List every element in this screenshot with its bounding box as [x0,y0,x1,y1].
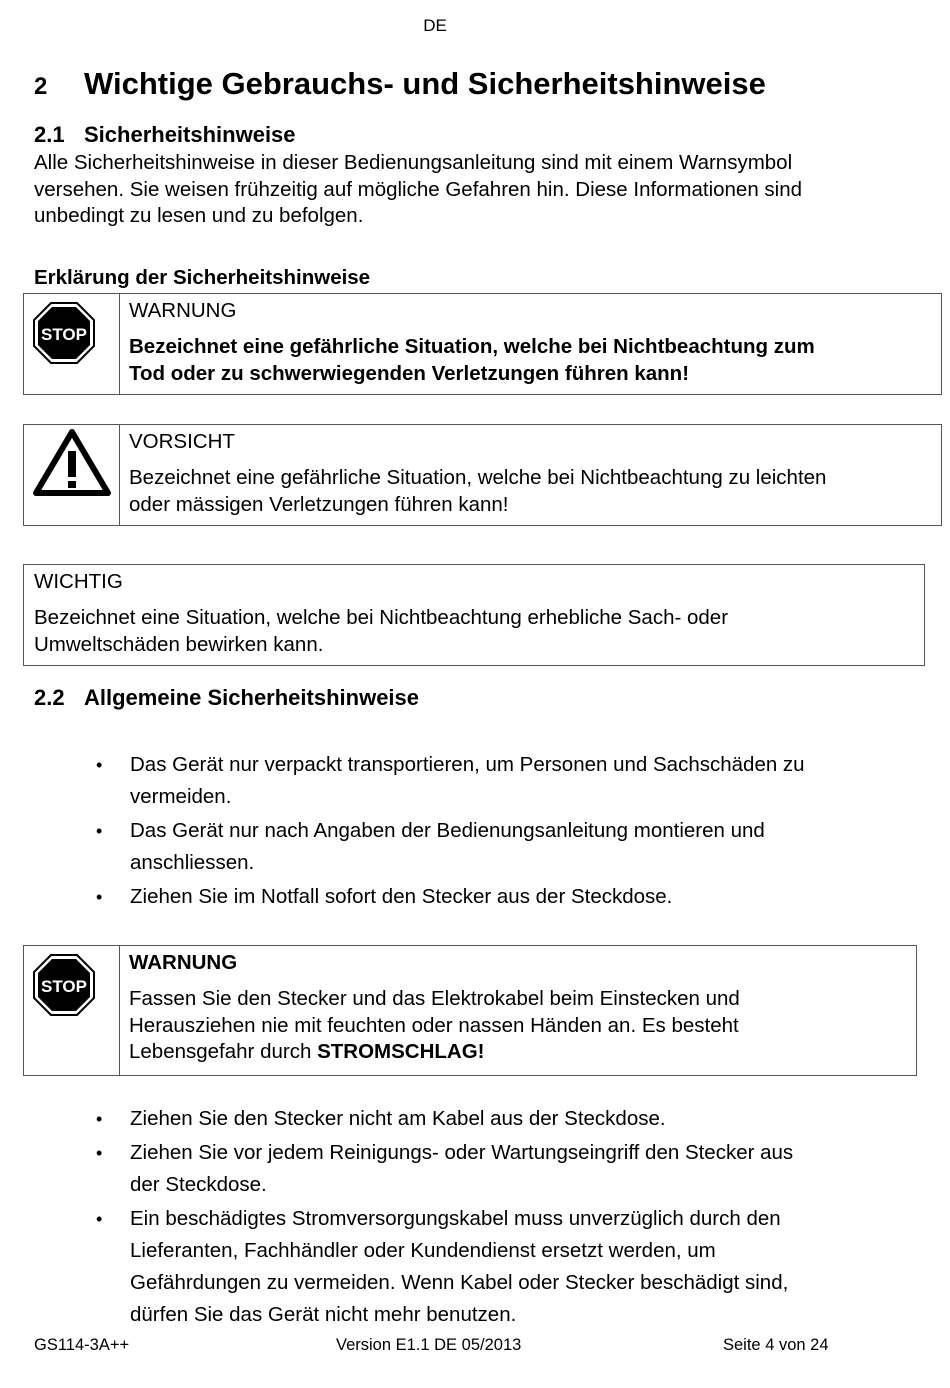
warning-text-line: Herausziehen nie mit feuchten oder nassen Händen an. Es besteht [129,1013,739,1037]
paragraph-line: Alle Sicherheitshinweise in dieser Bedienungsanleitung sind mit einem Warnsymbol [34,151,793,174]
list-item-line: dürfen Sie das Gerät nicht mehr benutzen. [130,1303,517,1326]
important-text-line: Umweltschäden bewirken kann. [34,632,324,656]
section-title: Wichtige Gebrauchs- und Sicherheitshinweise [84,66,766,101]
caution-content [129,425,931,518]
footer-model: GS114-3A++ [34,1336,130,1354]
electric-warning-content [129,946,906,1066]
list-item [96,1103,916,1135]
warning-text-line: Fassen Sie den Stecker und das Elektrokabel beim Einstecken und [129,987,740,1010]
important-box [23,564,925,666]
list-item [96,881,916,913]
warning-triangle-icon [32,427,112,497]
footer-version: Version E1.1 DE 05/2013 [336,1336,522,1354]
section-title: Allgemeine Sicherheitshinweise [84,685,420,710]
important-label: WICHTIG [34,570,123,593]
section-number: 2.1 [34,122,65,147]
list-item-line: • Ziehen Sie im Notfall sofort den Stecker aus der Steckdose. [130,885,673,908]
warning-text-line: Bezeichnet eine gefährliche Situation, welche bei Nichtbeachtung zum [129,335,815,358]
list-item-line: anschliessen. [130,851,255,874]
electric-shock-emphasis: STROMSCHLAG! [317,1040,485,1063]
electric-warning-text [129,986,906,1066]
section-number: 2 [34,73,48,100]
stop-sign-icon [33,302,95,364]
list-item-line: • Ziehen Sie den Stecker nicht am Kabel aus der Steckdose. [130,1107,666,1130]
stop-sign-icon [33,954,95,1016]
caution-label: VORSICHT [129,430,235,453]
list-item-line: • Das Gerät nur verpackt transportieren, um Personen und Sachschäden zu [130,753,805,776]
caution-text-line: oder mässigen Verletzungen führen kann! [129,492,509,516]
bullet-list-general [96,749,916,915]
important-content [34,565,914,658]
list-item-line: • Ziehen Sie vor jedem Reinigungs- oder Wartungseingriff den Stecker aus [130,1141,794,1164]
caution-box [23,424,942,526]
bullet-list-cable [96,1103,916,1333]
section-heading-2-1 [34,122,296,148]
icon-cell [24,294,120,394]
footer-page-number: Seite 4 von 24 [723,1336,829,1354]
list-item-line: • Ein beschädigtes Stromversorgungskabel muss unverzüglich durch den [130,1207,781,1230]
warning-text [129,334,931,387]
caution-text [129,465,931,518]
intro-paragraph [34,150,914,230]
section-title: Sicherheitshinweise [84,122,296,147]
electric-warning-box [23,945,917,1076]
list-item [96,749,916,813]
important-text [34,605,914,658]
warning-label: WARNUNG [129,951,238,974]
section-heading-2-2 [34,685,419,711]
warning-label: WARNUNG [129,299,237,322]
list-item-line: • Das Gerät nur nach Angaben der Bedienungsanleitung montieren und [130,819,765,842]
warning-text-line: Tod oder zu schwerwiegenden Verletzungen führen kann! [129,361,690,385]
list-item [96,1137,916,1201]
list-item [96,1203,916,1331]
list-item-line: Gefährdungen zu vermeiden. Wenn Kabel oder Stecker beschädigt sind, [130,1271,789,1294]
icon-cell [24,946,120,1075]
icon-cell [24,425,120,525]
warning-text-line [129,1039,906,1066]
language-code: DE [423,16,447,35]
list-item-line: vermeiden. [130,785,232,808]
warning-text-prefix: Lebensgefahr durch [129,1040,318,1063]
list-item-line: Lieferanten, Fachhändler oder Kundendienst ersetzt werden, um [130,1239,716,1262]
section-number: 2.2 [34,685,65,710]
svg-text:STOP: STOP [41,325,87,344]
important-text-line: Bezeichnet eine Situation, welche bei Nichtbeachtung erhebliche Sach- oder [34,606,729,629]
list-item-line: der Steckdose. [130,1173,267,1196]
paragraph-line: unbedingt zu lesen und zu befolgen. [34,204,364,227]
warning-box [23,293,942,395]
section-heading-2 [34,66,766,102]
svg-text:STOP: STOP [41,977,87,996]
explanation-heading: Erklärung der Sicherheitshinweise [34,266,371,289]
paragraph-line: versehen. Sie weisen frühzeitig auf mögliche Gefahren hin. Diese Informationen sind [34,177,803,201]
caution-text-line: Bezeichnet eine gefährliche Situation, welche bei Nichtbeachtung zu leichten [129,466,827,489]
list-item [96,815,916,879]
warning-content [129,294,931,387]
